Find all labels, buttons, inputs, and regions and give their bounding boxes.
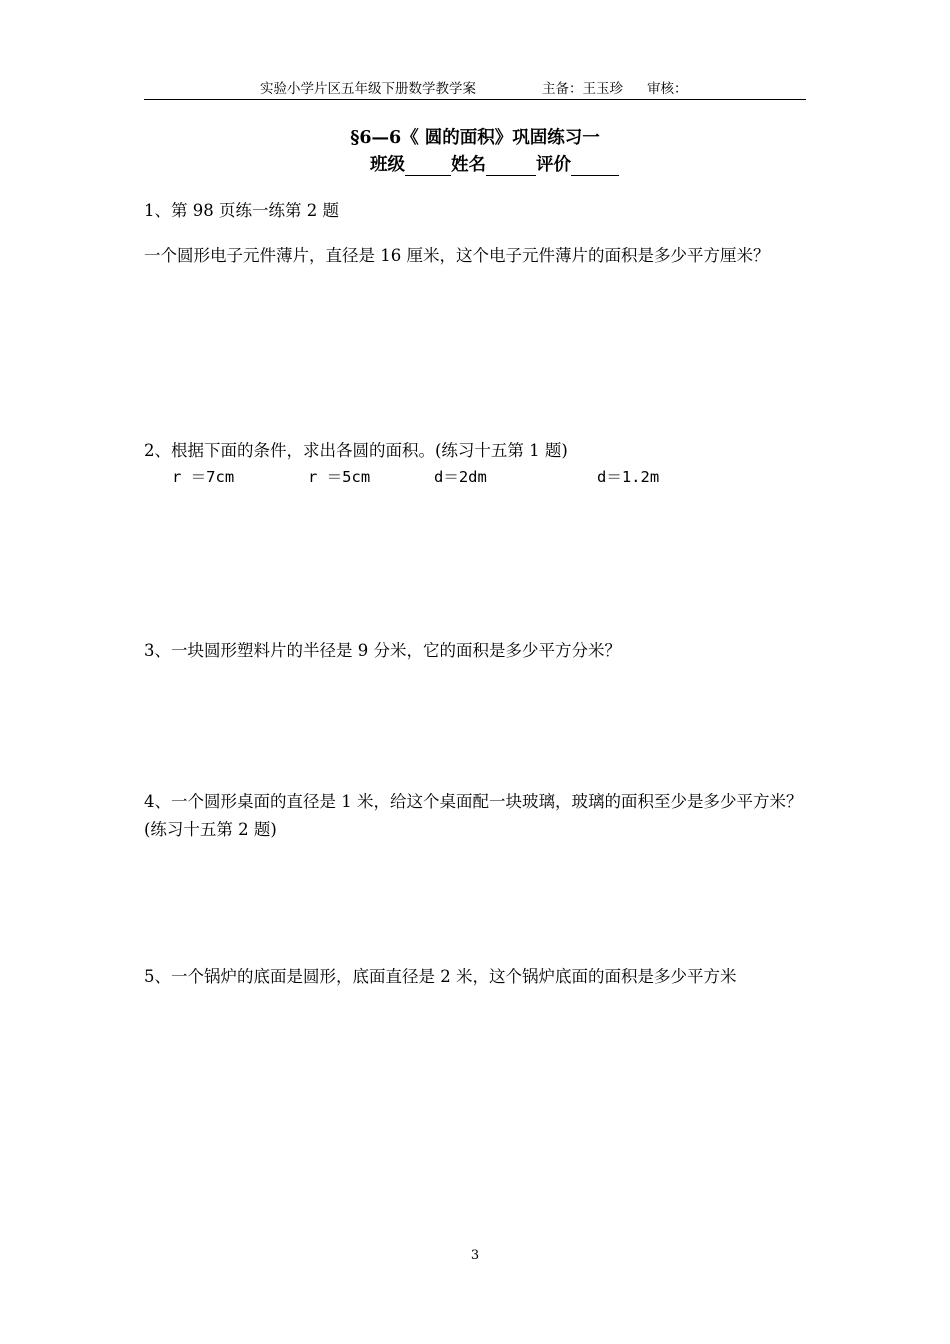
preparer-label: 主备：王玉珍 (542, 81, 623, 97)
question-4-text: 4、一个圆形桌面的直径是 1 米，给这个桌面配一块玻璃，玻璃的面积至少是多少平方米？(练习十五第 2 题) (144, 792, 803, 839)
page-number: 3 (470, 1248, 480, 1263)
student-info-line (370, 151, 619, 176)
condition-item: d＝2dm (434, 468, 487, 486)
condition-item: d＝1.2m (597, 468, 660, 486)
question-3-text: 3、一块圆形塑料片的半径是 9 分米，它的面积是多少平方分米？ (144, 641, 621, 660)
condition-item: r ＝5cm (308, 468, 371, 486)
class-blank (405, 157, 451, 176)
name-label: 姓名 (451, 155, 486, 175)
grade-label: 评价 (536, 155, 571, 175)
question-1-heading: 1、第 98 页练一练第 2 题 (144, 201, 339, 220)
grade-blank (571, 157, 619, 176)
school-title: 实验小学片区五年级下册数学教学案 (260, 81, 476, 97)
class-label: 班级 (370, 155, 405, 175)
page-header (144, 80, 806, 100)
question-2-text: 2、根据下面的条件，求出各圆的面积。(练习十五第 1 题) (144, 441, 568, 460)
page-title: §6—6《 圆的面积》巩固练习一 (350, 128, 600, 148)
question-1-text: 一个圆形电子元件薄片，直径是 16 厘米，这个电子元件薄片的面积是多少平方厘米？ (144, 246, 770, 265)
question-5-text: 5、一个锅炉的底面是圆形，底面直径是 2 米，这个锅炉底面的面积是多少平方米 (144, 967, 737, 986)
condition-item: r ＝7cm (172, 468, 235, 486)
reviewer-label: 审核： (647, 81, 688, 97)
name-blank (486, 157, 536, 176)
